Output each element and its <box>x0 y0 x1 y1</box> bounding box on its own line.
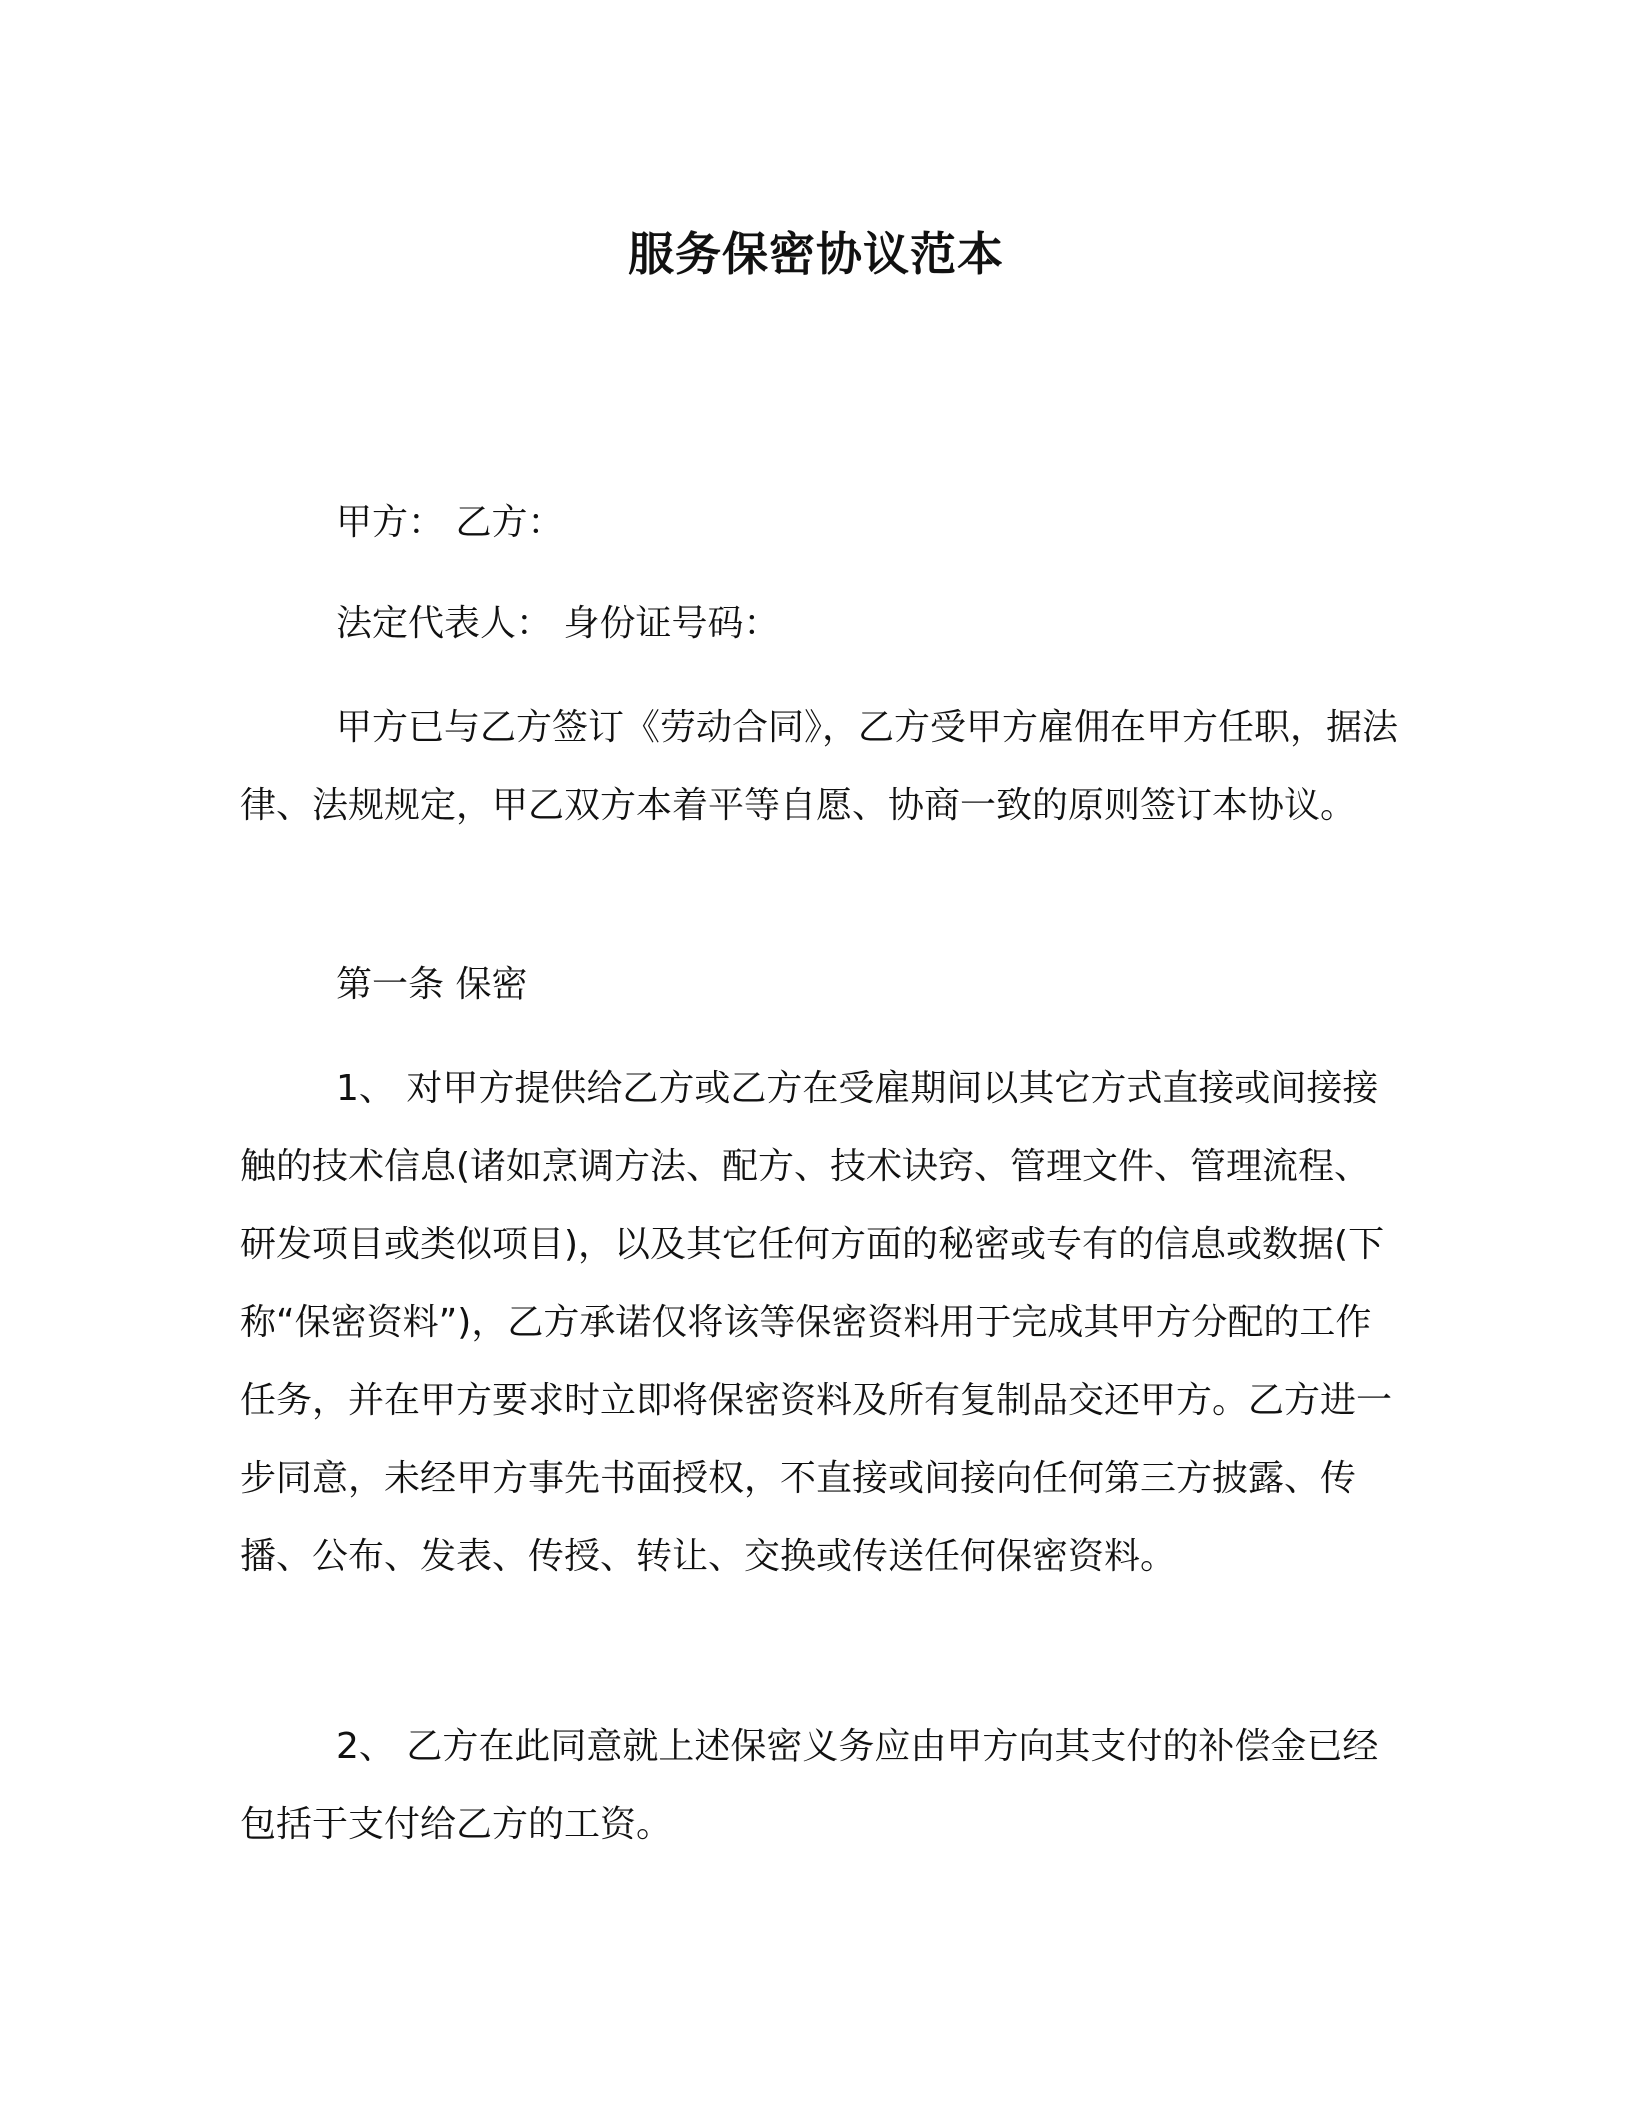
document-title: 服务保密协议范本 <box>628 227 1004 281</box>
clause-paragraph-1: 1、 对甲方提供给乙方或乙方在受雇期间以其它方式直接或间接接触的技术信息(诸如烹调方法、配方、技术诀窍、管理文件、管理流程、研发项目或类似项目)，以及其它任何方面的秘密或专有的信息或数据(下称“保密资料”)，乙方承诺仅将该等保密资料用于完成其甲方分配的工作任务，并在甲方要求时立即将保密资料及所有复制品交还甲方。乙方进一步同意，未经甲方事先书面授权，不直接或间接向任何第三方披露、传播、公布、发表、传授、转让、交换或传送任何保密资料。 <box>240 1068 1393 1577</box>
representative-line: 法定代表人： 身份证号码： <box>336 603 780 644</box>
intro-paragraph: 甲方已与乙方签订《劳动合同》，乙方受甲方雇佣在甲方任职，据法律、法规规定，甲乙双方本着平等自愿、协商一致的原则签订本协议。 <box>240 707 1399 826</box>
article-heading: 第一条 保密 <box>336 964 528 1005</box>
clause-paragraph-2: 2、 乙方在此同意就上述保密义务应由甲方向其支付的补偿金已经包括于支付给乙方的工资。 <box>240 1726 1379 1845</box>
parties-line: 甲方： 乙方： <box>336 502 564 543</box>
